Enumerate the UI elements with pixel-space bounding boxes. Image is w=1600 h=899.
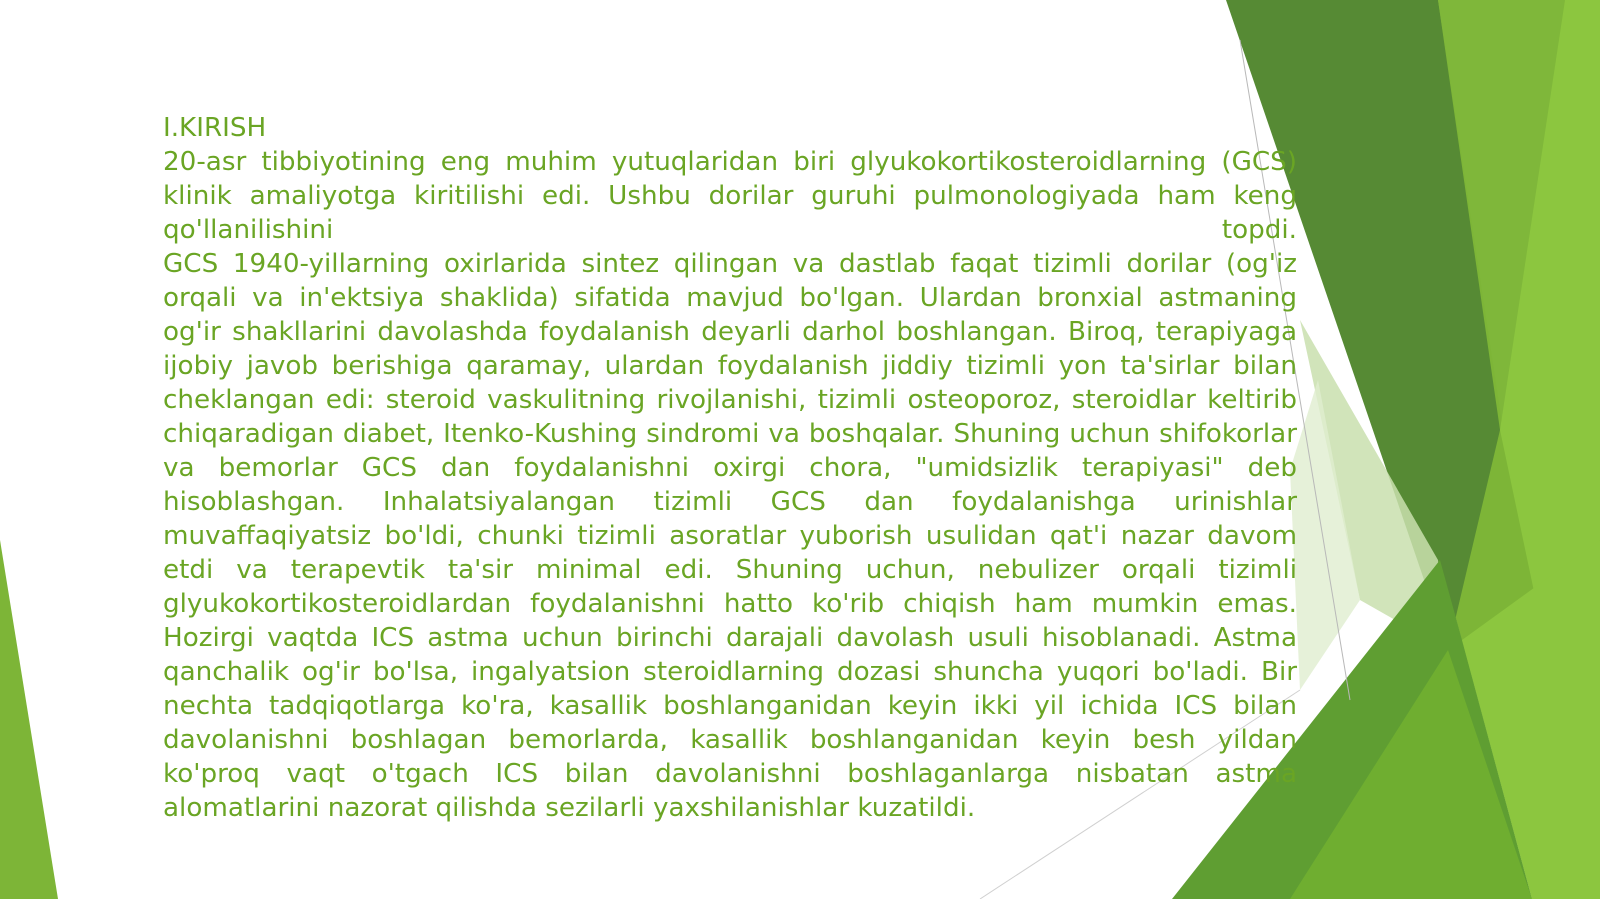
paragraph-intro: 20-asr tibbiyotining eng muhim yutuqlaridan biri glyukokortikosteroidlarning (GCS) klinik amaliyotga kiritilishi edi. Ushbu dorilar guruhi pulmonologiyada ham keng qo'llanilishini topdi. — [163, 147, 1297, 245]
facet-left-bottom — [0, 540, 58, 899]
paragraph-history: GCS 1940-yillarning oxirlarida sintez qilingan va dastlab faqat tizimli dorilar (og'iz orqali va in'ektsiya shaklida) sifatida mavjud bo'lgan. Ulardan bronxial astmaning og'ir shakllarini davolashda foydalanish deyarli darhol boshlangan. Biroq, terapiyaga ijobiy javob berishiga qaramay, ulardan foydalanish jiddiy tizimli yon ta'sirlar bilan cheklangan edi: steroid vaskulitning rivojlanishi, tizimli osteoporoz, steroidlar keltirib chiqaradigan diabet, Itenko-Kushing sindromi va boshqalar. Shuning uchun shifokorlar va bemorlar GCS dan foydalanishni oxirgi chora, "umidsizlik terapiyasi" deb hisoblashgan. Inhalatsiyalangan tizimli GCS dan foydalanishga urinishlar muvaffaqiyatsiz bo'ldi, chunki tizimli asoratlar yuborish usulidan qat'i nazar davom etdi va terapevtik ta'sir minimal edi. Shuning uchun, nebulizer orqali tizimli glyukokortikosteroidlardan foydalanishni hatto ko'rib chiqish ham mumkin emas. Hozirgi vaqtda ICS astma uchun birinchi darajali davolash usuli hisoblanadi. Astma qanchalik og'ir bo'lsa, ingalyatsion steroidlarning dozasi shuncha yuqori bo'ladi. Bir nechta tadqiqotlarga ko'ra, kasallik boshlanganidan keyin ikki yil ichida ICS bilan davolanishni boshlagan bemorlarda, kasallik boshlanganidan keyin besh yildan ko'proq vaqt o'tgach ICS bilan davolanishni boshlaganlarga nisbatan astma alomatlarini nazorat qilishda sezilarli yaxshilanishlar kuzatildi. — [163, 249, 1297, 823]
slide-heading: I.KIRISH — [163, 113, 267, 143]
body-text-box — [163, 111, 1297, 825]
